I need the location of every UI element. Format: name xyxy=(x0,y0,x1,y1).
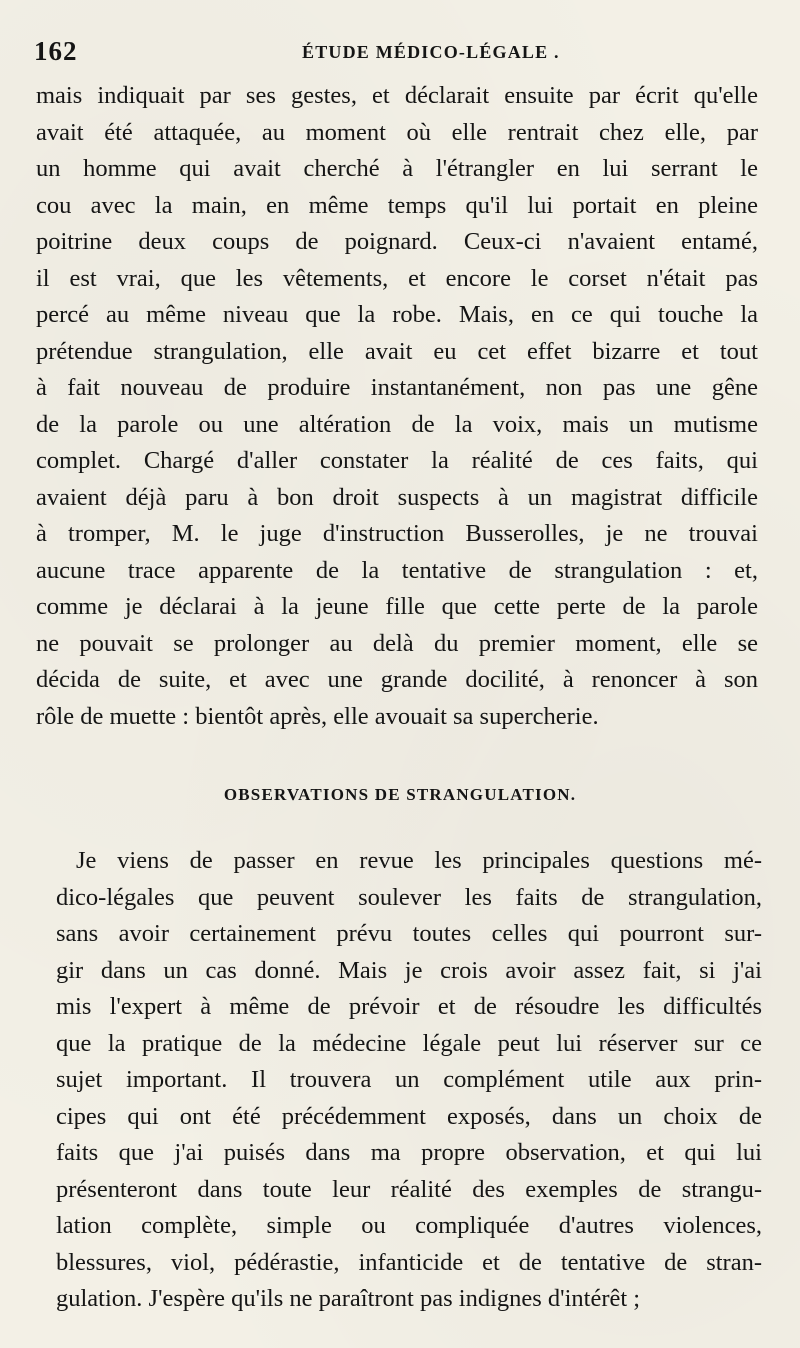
text-line: rôle de muette : bientôt après, elle avouait sa supercherie. xyxy=(36,702,599,730)
text-line: mis l'expert à même de prévoir et de résoudre les difficultés xyxy=(56,993,762,1020)
text-line: Je viens de passer en revue les principales questions mé- xyxy=(76,847,762,874)
text-line: de la parole ou une altération de la voix, mais un mutisme xyxy=(36,410,758,438)
text-line: cou avec la main, en même temps qu'il lui portait en pleine xyxy=(36,191,758,219)
text-line: à fait nouveau de produire instantanément, non pas une gêne xyxy=(36,374,758,401)
text-line: gulation. J'espère qu'ils ne paraîtront pas indignes d'intérêt ; xyxy=(56,1285,641,1312)
text-line: un homme qui avait cherché à l'étrangler en lui serrant le xyxy=(36,155,758,182)
text-line: avaient déjà paru à bon droit suspects à un magistrat difficile xyxy=(36,483,758,511)
text-line: aucune trace apparente de la tentative de strangulation : et, xyxy=(36,556,758,584)
text-line: lation complète, simple ou compliquée d'autres violences, xyxy=(56,1212,762,1239)
text-line: cipes qui ont été précédemment exposés, dans un choix de xyxy=(56,1102,762,1130)
text-line: percé au même niveau que la robe. Mais, en ce qui touche la xyxy=(36,301,758,328)
text-line: à tromper, M. le juge d'instruction Busserolles, je ne trouvai xyxy=(36,520,758,547)
running-head xyxy=(34,36,754,70)
text-line: poitrine deux coups de poignard. Ceux-ci n'avaient entamé, xyxy=(36,228,758,255)
page-number: 162 xyxy=(34,36,78,66)
text-line: gir dans un cas donné. Mais je crois avoir assez fait, si j'ai xyxy=(56,956,762,984)
text-line: sujet important. Il trouvera un complément utile aux prin- xyxy=(56,1066,762,1093)
text-line: que la pratique de la médecine légale peut lui réserver sur ce xyxy=(56,1029,762,1057)
text-line: ne pouvait se prolonger au delà du premier moment, elle se xyxy=(36,629,758,657)
text-line: décida de suite, et avec une grande docilité, à renoncer à son xyxy=(36,666,758,693)
text-line: avait été attaquée, au moment où elle rentrait chez elle, par xyxy=(36,118,758,146)
text-line: présenteront dans toute leur réalité des exemples de strangu- xyxy=(56,1175,762,1203)
text-line: complet. Chargé d'aller constater la réalité de ces faits, qui xyxy=(36,447,758,474)
text-line: il est vrai, que les vêtements, et encore le corset n'était pas xyxy=(36,264,758,292)
running-title: ÉTUDE MÉDICO-LÉGALE . xyxy=(302,42,560,62)
text-line: mais indiquait par ses gestes, et déclarait ensuite par écrit qu'elle xyxy=(36,82,758,109)
text-line: dico-légales que peuvent soulever les faits de strangulation, xyxy=(56,883,762,911)
text-line: faits que j'ai puisés dans ma propre observation, et qui lui xyxy=(56,1139,762,1166)
text-line: prétendue strangulation, elle avait eu cet effet bizarre et tout xyxy=(36,337,758,365)
paragraph-observations xyxy=(56,843,762,1318)
text-line: blessures, viol, pédérastie, infanticide et de tentative de stran- xyxy=(56,1248,762,1276)
section-heading: OBSERVATIONS DE STRANGULATION. xyxy=(223,785,577,804)
text-line: sans avoir certainement prévu toutes celles qui pourront sur- xyxy=(56,920,762,947)
paragraph-continuation xyxy=(36,78,758,735)
text-line: comme je déclarai à la jeune fille que cette perte de la parole xyxy=(36,593,758,620)
